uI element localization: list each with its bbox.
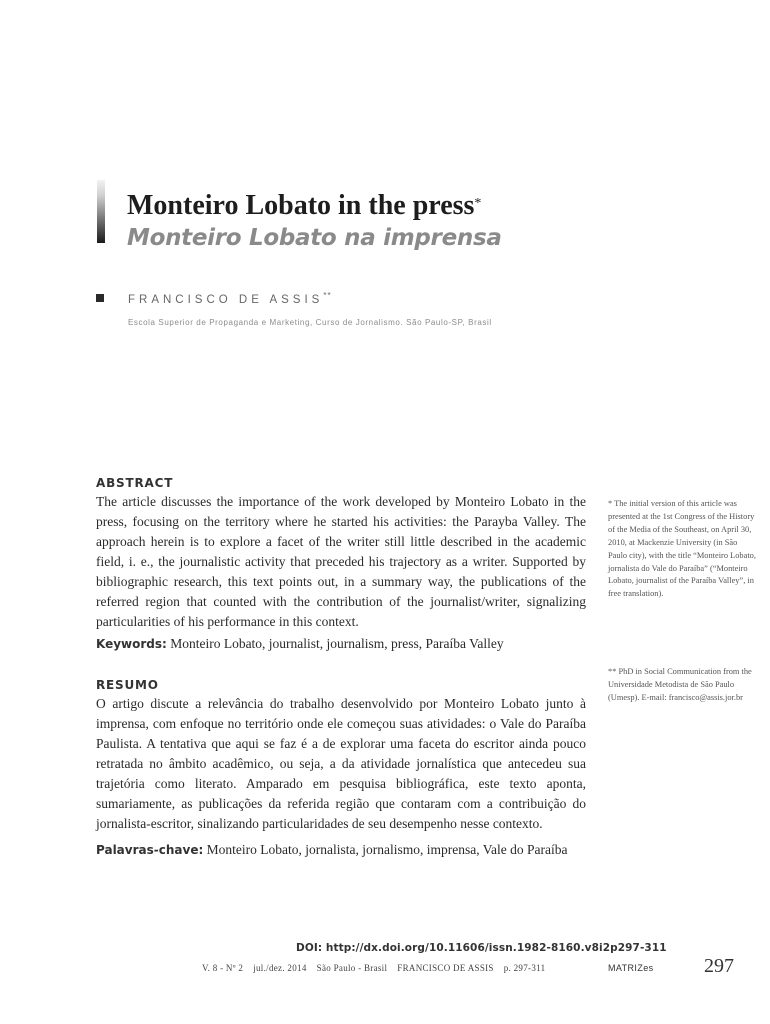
footnote-initial-version: * The initial version of this article was presented at the 1st Congress of the History of the Media of the Southeast, on April 30, 2010, at Mackenzie University (in São Paulo city), with the title “Monteiro Lobato, jornalista do Vale do Paraíba” (“Monteiro Lobato, journalist of the Paraíba Valley”, in free translation). [608, 499, 756, 599]
author-footnote-mark: ** [323, 291, 332, 300]
abstract-heading: ABSTRACT [96, 476, 174, 490]
title-footnote-mark: * [474, 196, 482, 211]
author-name-text: FRANCISCO DE ASSIS [128, 293, 324, 306]
article-title [127, 190, 481, 222]
author-affiliation: Escola Superior de Propaganda e Marketing, Curso de Jornalismo. São Paulo-SP, Brasil [128, 318, 492, 327]
footer-date: jul./dez. 2014 [253, 963, 307, 973]
palavras-chave-label: Palavras-chave: [96, 843, 204, 857]
footer-citation [202, 963, 555, 973]
footer-place: São Paulo - Brasil [316, 963, 388, 973]
abstract-keywords [96, 634, 586, 654]
author-name [128, 291, 332, 306]
abstract-text: The article discusses the importance of the work developed by Monteiro Lobato in the press, focusing on the territory where he started his activities: the Parayba Valley. The approach herein is to explore a facet of the writer still little described in the academic field, i. e., the journalistic activity that preceded his trajectory as a writer. Supported by bibliographic research, this text points out, in a summary way, the publications of the referred region that counted with the contribution of the journalist/writer, signalizing particularities of his performance in this context. [96, 494, 586, 629]
keywords-value: Monteiro Lobato, journalist, journalism, press, Paraíba Valley [170, 636, 504, 651]
page-number: 297 [704, 955, 734, 977]
footer-volume: V. 8 - Nº 2 [202, 963, 244, 973]
footer-author: FRANCISCO DE ASSIS [397, 963, 494, 973]
resumo-text: O artigo discute a relevância do trabalho desenvolvido por Monteiro Lobato junto à imprensa, com enfoque no território onde ele começou suas atividades: o Vale do Paraíba Paulista. A tentativa que aqui se faz é a de explorar uma faceta do escritor ainda pouco retratada no âmbito acadêmico, ou seja, a da atividade jornalística que antecedeu sua trajetória como literato. Amparado em pesquisa bibliográfica, este texto aponta, sumariamente, as publicações da referida região que contaram com a contribuição do jornalista-escritor, sinalizando particularidades de seu desempenho nesse contexto. [96, 696, 586, 831]
footer-pages: p. 297-311 [503, 963, 546, 973]
resumo-heading: RESUMO [96, 678, 159, 692]
doi-link[interactable]: DOI: http://dx.doi.org/10.11606/issn.1982-8160.v8i2p297-311 [296, 942, 667, 954]
journal-name: MATRIZes [608, 963, 654, 973]
article-title-text: Monteiro Lobato in the press [127, 190, 475, 221]
resumo-keywords [96, 840, 586, 860]
article-subtitle: Monteiro Lobato na imprensa [127, 225, 502, 251]
author-marker [96, 294, 104, 302]
palavras-chave-value: Monteiro Lobato, jornalista, jornalismo, imprensa, Vale do Paraíba [206, 842, 568, 857]
footnote-author-bio: ** PhD in Social Communication from the Universidade Metodista de São Paulo (Umesp). E-mail: francisco@assis.jor.br [608, 667, 752, 702]
title-accent-bar [97, 180, 105, 243]
keywords-label: Keywords: [96, 637, 167, 651]
